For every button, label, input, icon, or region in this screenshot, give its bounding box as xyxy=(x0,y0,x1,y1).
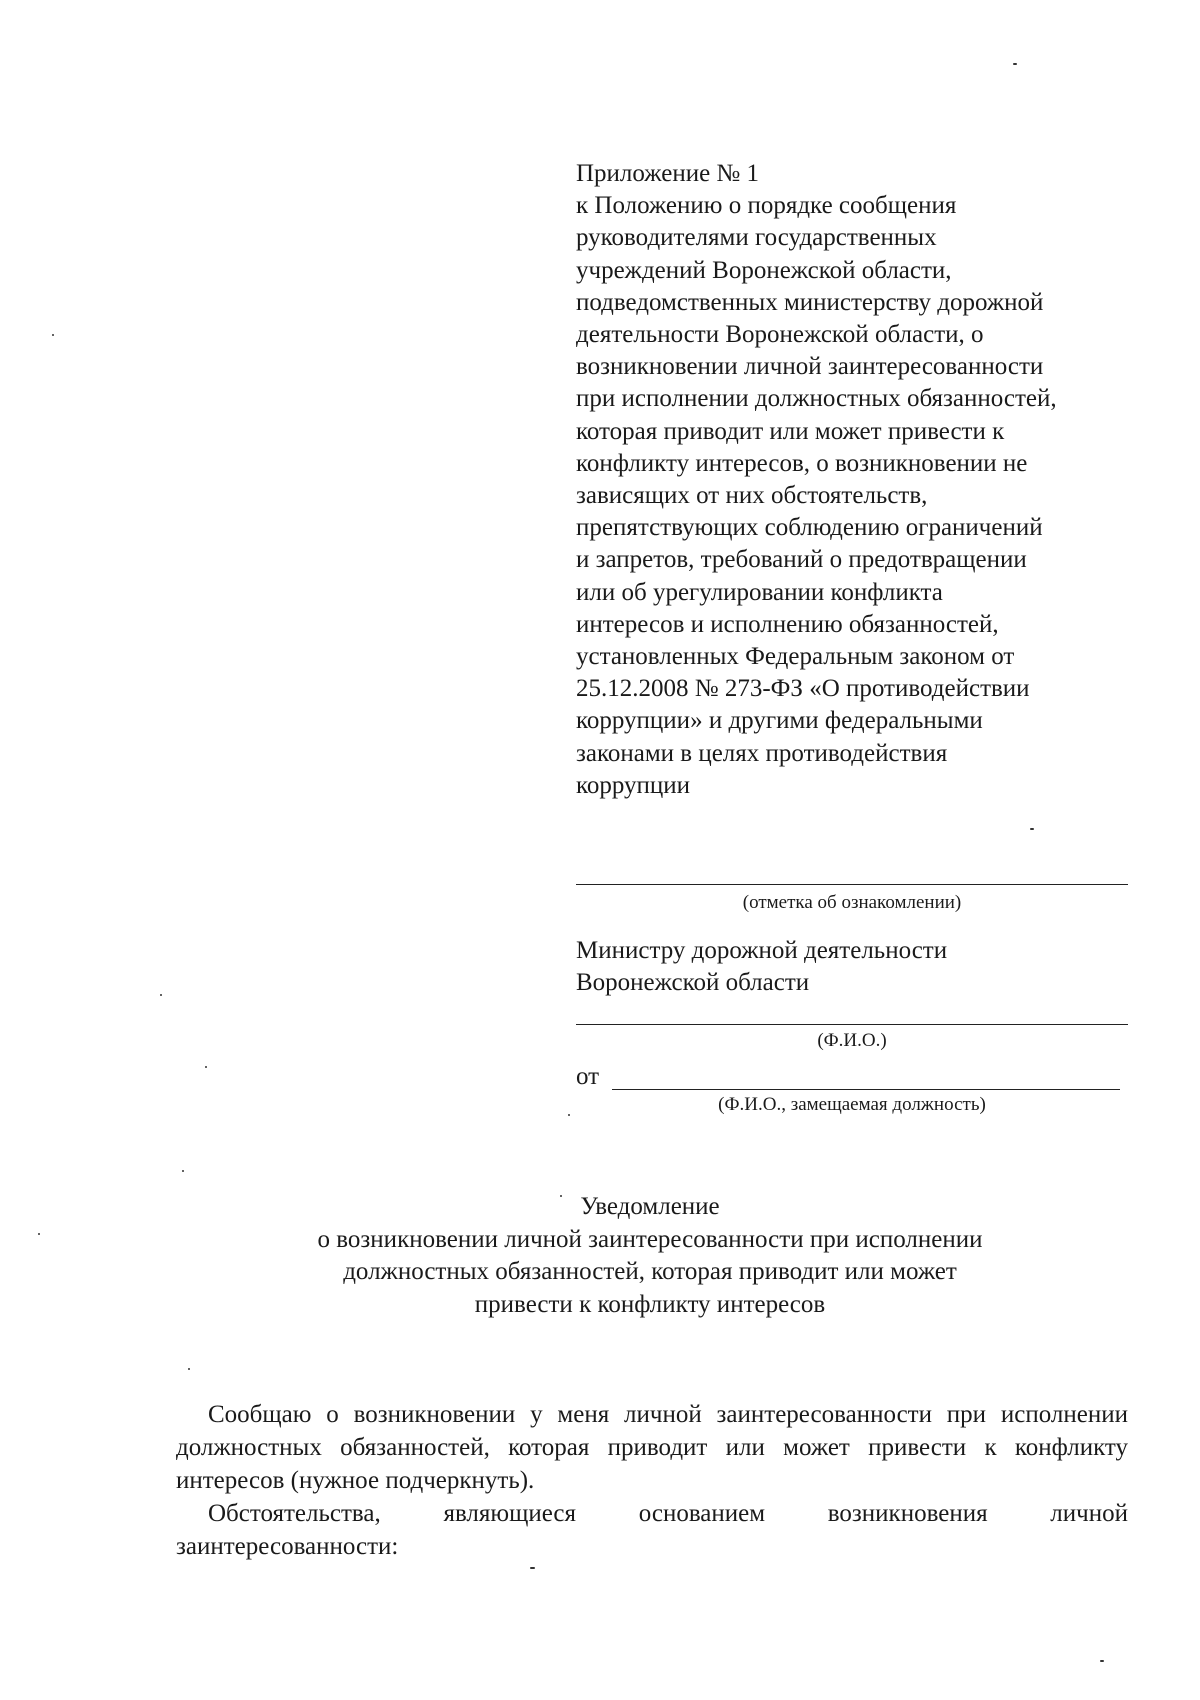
addressee-name-caption: (Ф.И.О.) xyxy=(817,1030,887,1051)
scan-speck xyxy=(1030,828,1034,830)
notice-title-line: должностных обязанностей, которая приводит или может xyxy=(343,1258,957,1285)
appendix-line: коррупции xyxy=(576,771,691,799)
scan-speck xyxy=(182,1170,184,1172)
appendix-line: к Положению о порядке сообщения xyxy=(576,192,957,220)
scan-speck xyxy=(1100,1660,1104,1662)
appendix-line: учреждений Воронежской области, xyxy=(576,256,952,284)
scan-speck xyxy=(188,1368,190,1370)
sender-caption-block xyxy=(576,1093,1128,1117)
appendix-line: препятствующих соблюдению ограничений xyxy=(576,514,1043,542)
body-paragraph-1: Сообщаю о возникновении у меня личной заинтересованности при исполнении должностных обязанностей, которая приводит или может привести к конфликту интересов (нужное подчеркнуть). xyxy=(176,1401,1128,1494)
scan-speck xyxy=(1013,63,1017,65)
scan-speck xyxy=(205,1066,207,1068)
appendix-line: или об урегулировании конфликта xyxy=(576,578,943,606)
scan-speck xyxy=(160,994,162,996)
notice-title xyxy=(200,1191,1100,1321)
appendix-line: руководителями государственных xyxy=(576,224,937,252)
appendix-line: при исполнении должностных обязанностей, xyxy=(576,385,1057,413)
scan-speck xyxy=(568,1114,570,1116)
appendix-line: конфликту интересов, о возникновении не xyxy=(576,449,1028,477)
scan-speck xyxy=(560,1195,562,1197)
addressee-name-field xyxy=(576,1024,1128,1053)
notice-title-line: привести к конфликту интересов xyxy=(474,1290,826,1318)
notice-title-line: о возникновении личной заинтересованности при исполнении xyxy=(317,1225,983,1253)
acknowledgment-field xyxy=(576,884,1128,915)
appendix-line: 25.12.2008 № 273-ФЗ «О противодействии xyxy=(576,675,1030,703)
appendix-line: интересов и исполнению обязанностей, xyxy=(576,610,999,638)
addressee-line: Министру дорожной деятельности xyxy=(576,937,948,964)
scan-speck xyxy=(38,1233,40,1235)
appendix-line: возникновении личной заинтересованности xyxy=(576,353,1044,381)
sender-field xyxy=(576,1062,1120,1092)
appendix-line: законами в целях противодействия xyxy=(576,739,948,767)
appendix-line: Приложение № 1 xyxy=(576,160,760,187)
appendix-line: установленных Федеральным законом от xyxy=(576,643,1015,671)
notice-body xyxy=(176,1398,1128,1563)
appendix-header xyxy=(576,158,1136,802)
appendix-line: коррупции» и другими федеральными xyxy=(576,707,983,735)
body-paragraph-2: Обстоятельства, являющиеся основанием возникновения личной заинтересованности: xyxy=(176,1500,1128,1560)
addressee-line: Воронежской области xyxy=(576,969,810,996)
sender-label: от xyxy=(576,1063,600,1090)
appendix-line: которая приводит или может привести к xyxy=(576,417,1005,445)
sender-caption: (Ф.И.О., замещаемая должность) xyxy=(718,1094,986,1115)
sender-line xyxy=(612,1089,1120,1090)
scan-speck xyxy=(52,334,54,336)
appendix-line: зависящих от них обстоятельств, xyxy=(576,482,928,510)
acknowledgment-line xyxy=(576,884,1128,885)
scan-speck xyxy=(530,1567,535,1569)
appendix-line: подведомственных министерству дорожной xyxy=(576,288,1044,316)
addressee-name-line xyxy=(576,1024,1128,1025)
notice-title-line: Уведомление xyxy=(580,1193,720,1220)
appendix-line: деятельности Воронежской области, о xyxy=(576,321,984,349)
acknowledgment-caption: (отметка об ознакомлении) xyxy=(742,892,962,913)
appendix-line: и запретов, требований о предотвращении xyxy=(576,546,1027,574)
addressee-block xyxy=(576,935,1136,999)
